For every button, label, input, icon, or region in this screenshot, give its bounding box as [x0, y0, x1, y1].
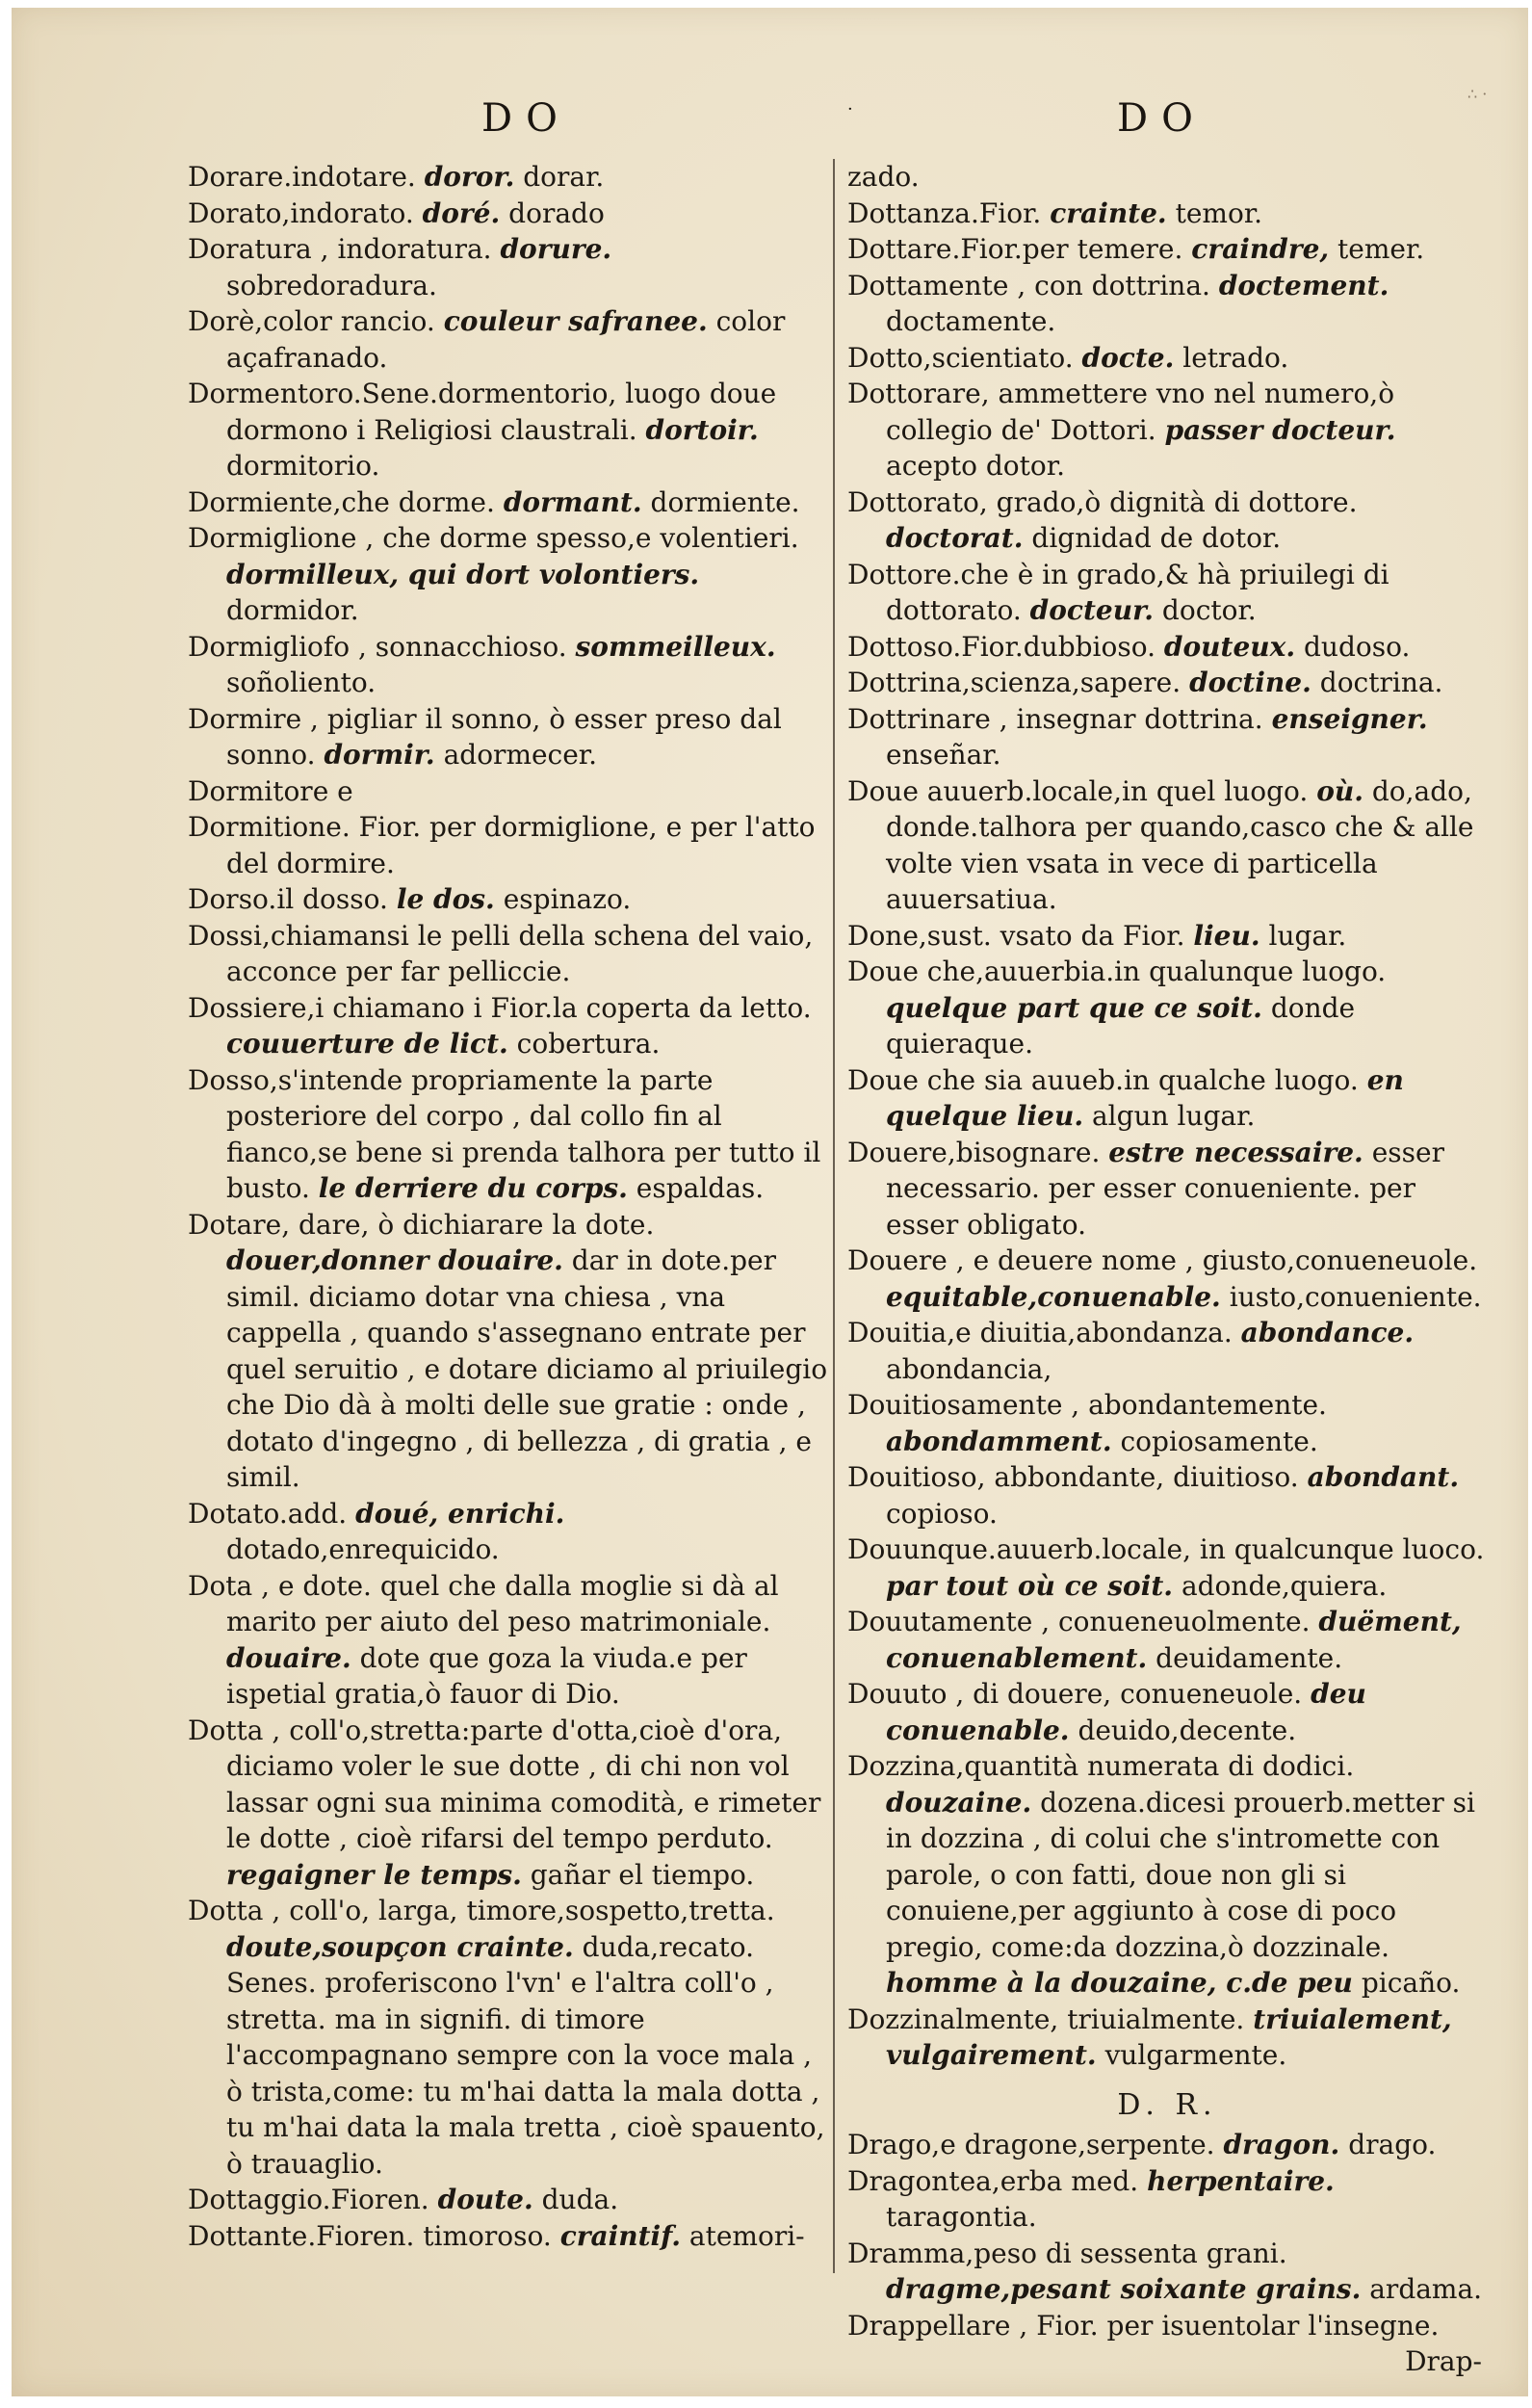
entry-spanish: lugar.	[1268, 919, 1347, 952]
dictionary-entry	[847, 918, 1488, 955]
entry-spanish: dotado,enrequicido.	[226, 1533, 500, 1565]
entry-spanish: adormecer.	[443, 739, 598, 771]
dictionary-entry	[847, 2163, 1488, 2236]
entry-italian: Dormiente,che dorme.	[188, 485, 495, 518]
dictionary-entry	[188, 1568, 828, 1713]
entry-french: abondance.	[1240, 1317, 1415, 1348]
dictionary-entry	[188, 990, 828, 1062]
entry-italian: Dottare.Fior.per temere.	[847, 233, 1183, 265]
dictionary-entry	[847, 701, 1488, 773]
entry-french: docte.	[1081, 341, 1175, 374]
entry-spanish: vulgarmente.	[1104, 2039, 1287, 2071]
dictionary-entry	[188, 1062, 828, 1207]
entry-spanish: duda.	[541, 2184, 619, 2215]
entry-italian: Douuto , di douere, conueneuole.	[847, 1678, 1303, 1710]
entry-french: dragme,pesant soixante grains.	[886, 2273, 1362, 2305]
entry-italian: Douere,bisognare.	[847, 1136, 1101, 1168]
entry-spanish: dar in dote.per simil. diciamo dotar vna chiesa , vna cappella , quando s'assegnano entrate per quel seruitio , e dotare diciamo al priuilegio che Dio dà à molti delle sue gratie : onde , dotato d'ingegno , di bellezza , di gratia , e simil.	[226, 1244, 828, 1493]
entry-italian: Dormire , pigliar il sonno, ò esser preso dal sonno.	[188, 702, 782, 771]
dictionary-entry	[847, 2308, 1488, 2344]
dictionary-entry	[188, 484, 828, 521]
dictionary-entry	[847, 2002, 1488, 2074]
entry-italian: Douutamente , conueneuolmente.	[847, 1606, 1311, 1637]
entry-italian: Dorè,color rancio.	[188, 305, 435, 337]
entry-italian: Dragontea,erba med.	[847, 2164, 1139, 2197]
entry-italian: Douunque.auuerb.locale, in qualcunque luoco.	[847, 1533, 1485, 1565]
dictionary-entry	[847, 1676, 1488, 1748]
entry-spanish: temer.	[1337, 233, 1425, 265]
entry-french: craintif.	[559, 2219, 681, 2252]
entry-spanish: esser necessario. per esser conueniente. per esser obligato.	[886, 1136, 1444, 1241]
entry-italian: Dramma,peso di sessenta grani.	[847, 2237, 1287, 2269]
entry-spanish: abondancia,	[886, 1352, 1052, 1385]
entry-spanish: cobertura.	[516, 1028, 661, 1060]
dictionary-entry	[188, 1713, 828, 1894]
entry-italian: Dorato,indorato.	[188, 196, 414, 229]
dictionary-entry	[188, 773, 828, 810]
entry-italian: Dossi,chiamansi le pelli della schena del vaio, acconce per far pelliccie.	[188, 919, 814, 987]
entry-spanish: dudoso.	[1304, 630, 1411, 663]
entry-french: dormir.	[324, 739, 435, 771]
entry-italian: Douere , e deuere nome , giusto,conueneuole.	[847, 1244, 1478, 1276]
entry-italian: Dotta , coll'o,stretta:parte d'otta,cioè d'ora, diciamo voler le sue dotte , di chi non vol lassar ogni sua minima comodità, e rimeter le dotte , cioè rifarsi del tempo perduto.	[188, 1714, 821, 1854]
entry-spanish: atemori-	[688, 2219, 805, 2252]
entry-spanish-2: picaño.	[1361, 1967, 1461, 1999]
dictionary-entry	[188, 1893, 828, 2182]
entry-french: triuialement, vulgairement.	[886, 2002, 1452, 2071]
right-column-entries-b	[847, 2127, 1488, 2343]
entry-italian: Douitia,e diuitia,abondanza.	[847, 1317, 1233, 1348]
dictionary-entry	[847, 1459, 1488, 1531]
entry-italian: Dottanza.Fior.	[847, 196, 1042, 229]
entry-spanish: dormitorio.	[226, 450, 380, 482]
entry-french: douer,donner douaire.	[226, 1244, 563, 1276]
entry-spanish: gañar el tiempo.	[530, 1858, 755, 1891]
entry-french: abondant.	[1307, 1461, 1460, 1493]
entry-french: en quelque lieu.	[886, 1063, 1404, 1132]
entry-italian: Dottrina,scienza,sapere.	[847, 667, 1181, 698]
entry-spanish: ardama.	[1369, 2273, 1483, 2305]
entry-spanish: letrado.	[1182, 341, 1289, 374]
entry-spanish: dignidad de dotor.	[1031, 522, 1282, 554]
entry-french: deu conuenable.	[886, 1678, 1366, 1746]
entry-french: doré.	[422, 196, 501, 229]
entry-french: doué, enrichi.	[355, 1497, 565, 1530]
entry-spanish: dorar.	[523, 161, 605, 193]
dictionary-entry	[188, 520, 828, 629]
entry-italian: Dotta , coll'o, larga, timore,sospetto,tretta.	[188, 1895, 775, 1926]
right-column-entries	[847, 159, 1488, 2074]
dictionary-entry	[847, 159, 1488, 196]
left-column	[188, 159, 828, 2254]
entry-spanish: enseñar.	[886, 739, 1001, 771]
dictionary-entry	[188, 159, 828, 196]
entry-french-2: homme à la douzaine, c.de peu	[886, 1967, 1353, 1999]
dictionary-entry	[847, 2127, 1488, 2163]
entry-french: doror.	[424, 161, 515, 193]
entry-italian: Dozzinalmente, triuialmente.	[847, 2002, 1245, 2035]
entry-french: couleur safranee.	[443, 305, 708, 337]
running-head-left: DO	[481, 96, 571, 141]
entry-french: doctorat.	[886, 522, 1024, 554]
entry-italian: Doue che sia auueb.in qualche luogo.	[847, 1063, 1359, 1096]
dictionary-entry	[847, 1604, 1488, 1676]
entry-spanish: taragontia.	[886, 2201, 1037, 2233]
entry-spanish: temor.	[1175, 196, 1263, 229]
entry-french: passer docteur.	[1164, 413, 1396, 446]
entry-italian: Doratura , indoratura.	[188, 233, 492, 265]
dictionary-entry	[847, 557, 1488, 629]
entry-french: dorure.	[500, 233, 612, 265]
entry-spanish: sobredoradura.	[226, 269, 437, 301]
dictionary-entry	[847, 629, 1488, 666]
entry-italian: Dorare.indotare.	[188, 161, 416, 193]
entry-french: dormant.	[503, 485, 642, 518]
entry-italian: Dormentoro.Sene.dormentorio, luogo doue dormono i Religiosi claustrali.	[188, 378, 777, 446]
dictionary-entry	[847, 268, 1488, 340]
dictionary-entry	[847, 2236, 1488, 2308]
entry-french: doute.	[437, 2184, 533, 2215]
entry-italian: Dottante.Fioren. timoroso.	[188, 2219, 552, 2252]
entry-french: douaire.	[226, 1641, 351, 1674]
right-column	[847, 159, 1488, 2380]
entry-french: duëment, conuenablement.	[886, 1606, 1462, 1674]
entry-italian: Doue auuerb.locale,in quel luogo.	[847, 774, 1309, 807]
dictionary-entry	[847, 196, 1488, 232]
entry-french: abondamment.	[886, 1425, 1112, 1457]
dictionary-entry	[847, 376, 1488, 484]
entry-italian: Dottore.che è in grado,& hà priuilegi di dottorato.	[847, 558, 1389, 626]
entry-spanish: deuido,decente.	[1078, 1714, 1297, 1746]
entry-italian: Dotare, dare, ò dichiarare la dote.	[188, 1208, 655, 1241]
entry-french: herpentaire.	[1147, 2164, 1335, 2197]
entry-spanish: dorado	[508, 196, 605, 229]
entry-spanish: donde quieraque.	[886, 991, 1356, 1060]
entry-french: doctine.	[1189, 667, 1311, 698]
entry-french: estre necessaire.	[1108, 1136, 1363, 1168]
entry-french: où.	[1316, 774, 1363, 807]
dictionary-entry	[188, 2182, 828, 2218]
entry-spanish: soñoliento.	[226, 667, 377, 698]
entry-spanish: doctamente.	[886, 305, 1056, 337]
entry-french: quelque part que ce soit.	[886, 991, 1262, 1024]
entry-italian: Dormitione. Fior. per dormiglione, e per l'atto del dormire.	[188, 811, 816, 879]
entry-italian: zado.	[847, 161, 920, 193]
entry-italian: Done,sust. vsato da Fior.	[847, 919, 1185, 952]
entry-french: equitable,conuenable.	[886, 1280, 1221, 1313]
entry-french: regaigner le temps.	[226, 1858, 522, 1891]
entry-italian: Dossiere,i chiamano i Fior.la coperta da letto.	[188, 991, 812, 1024]
dictionary-entry	[847, 1531, 1488, 1604]
dictionary-entry	[188, 629, 828, 701]
entry-french: douteux.	[1163, 630, 1296, 663]
entry-italian: Dormigliofo , sonnacchioso.	[188, 630, 567, 663]
entry-italian: Douitiosamente , abondantemente.	[847, 1389, 1327, 1421]
entry-spanish: dormidor.	[226, 594, 359, 626]
entry-spanish: doctor.	[1161, 594, 1257, 626]
entry-spanish: drago.	[1348, 2129, 1437, 2160]
dictionary-entry	[188, 1496, 828, 1568]
entry-spanish: espaldas.	[636, 1172, 765, 1204]
catchword: Drap-	[1405, 2345, 1482, 2377]
entry-italian: Dottaggio.Fioren.	[188, 2184, 429, 2215]
entry-italian: Dottrinare , insegnar dottrina.	[847, 702, 1263, 735]
entry-italian: Doue che,auuerbia.in qualunque luogo.	[847, 955, 1387, 987]
dictionary-entry	[188, 303, 828, 376]
dictionary-entry	[188, 2218, 828, 2255]
dictionary-entry	[188, 376, 828, 484]
dictionary-entry	[188, 918, 828, 990]
running-head-right: DO	[1117, 96, 1207, 141]
entry-italian: Dorso.il dosso.	[188, 883, 388, 915]
entry-spanish: copiosamente.	[1120, 1425, 1318, 1457]
column-rule	[833, 159, 835, 2273]
entry-spanish: do,ado, donde.talhora per quando,casco che & alle volte vien vsata in vece di particella auuersatiua.	[886, 774, 1474, 915]
entry-spanish: acepto dotor.	[886, 450, 1065, 482]
entry-italian: Dottorare, ammettere vno nel numero,ò collegio de' Dottori.	[847, 378, 1395, 446]
entry-spanish: color açafranado.	[226, 305, 786, 374]
entry-french: dragon.	[1223, 2129, 1340, 2160]
entry-italian: Drappellare , Fior. per isuentolar l'insegne.	[847, 2309, 1440, 2342]
dictionary-entry	[188, 1207, 828, 1496]
entry-italian: Dottorato, grado,ò dignità di dottore.	[847, 485, 1358, 518]
dictionary-entry	[188, 196, 828, 232]
entry-spanish: dozena.dicesi prouerb.metter si in dozzina , di colui che s'intromette con parole, o con fatti, doue non gli si conuiene,per aggiunto à cose di poco pregio, come:da dozzina,ò dozzinale.	[886, 1786, 1475, 1963]
dictionary-entry	[847, 484, 1488, 557]
entry-italian: Dotto,scientiato.	[847, 341, 1074, 374]
entry-italian: Dottoso.Fior.dubbioso.	[847, 630, 1156, 663]
dictionary-entry	[847, 1387, 1488, 1459]
entry-french: dortoir.	[645, 413, 759, 446]
entry-french: par tout où ce soit.	[886, 1569, 1174, 1602]
entry-french: craindre,	[1191, 233, 1330, 265]
entry-italian: Dota , e dote. quel che dalla moglie si dà al marito per aiuto del peso matrimoniale.	[188, 1569, 779, 1637]
entry-french: le dos.	[396, 883, 495, 915]
section-heading: D. R.	[1117, 2087, 1218, 2122]
entry-french: couuerture de lict.	[226, 1028, 508, 1060]
entry-french: douzaine.	[886, 1786, 1032, 1819]
entry-spanish: algun lugar.	[1091, 1100, 1256, 1132]
entry-french: crainte.	[1050, 196, 1167, 229]
entry-french: doute,soupçon crainte.	[226, 1930, 574, 1963]
entry-spanish: deuidamente.	[1155, 1641, 1343, 1674]
entry-french: sommeilleux.	[575, 630, 776, 663]
entry-spanish: iusto,conueniente.	[1229, 1280, 1482, 1313]
dictionary-entry	[847, 340, 1488, 377]
dictionary-entry	[847, 773, 1488, 918]
entry-french: lieu.	[1193, 919, 1260, 952]
entry-italian: Dozzina,quantità numerata di dodici.	[847, 1750, 1355, 1782]
dictionary-entry	[188, 809, 828, 881]
margin-marks: ∴ ·	[1467, 85, 1488, 103]
entry-french: le derriere du corps.	[318, 1172, 628, 1204]
entry-french: docteur.	[1029, 594, 1154, 626]
entry-spanish: doctrina.	[1319, 667, 1443, 698]
dictionary-entry	[188, 881, 828, 918]
dictionary-entry	[188, 701, 828, 773]
entry-spanish: adonde,quiera.	[1181, 1569, 1388, 1602]
entry-italian: Drago,e dragone,serpente.	[847, 2129, 1215, 2160]
dictionary-entry	[847, 954, 1488, 1062]
dictionary-entry	[847, 231, 1488, 268]
entry-french: doctement.	[1218, 269, 1389, 301]
dictionary-entry	[847, 1062, 1488, 1135]
entry-spanish: duda,recato. Senes. proferiscono l'vn' e l'altra coll'o , stretta. ma in signifi. di timore l'accompagnano sempre con la voce mala , ò trista,come: tu m'hai datta la mala dotta , tu m'hai data la mala tretta , cioè spauento, ò trauaglio.	[226, 1930, 825, 2180]
entry-spanish: espinazo.	[503, 883, 632, 915]
dictionary-entry	[847, 1748, 1488, 2002]
entry-spanish: dormiente.	[650, 485, 800, 518]
entry-spanish: copioso.	[886, 1497, 998, 1530]
dictionary-entry	[847, 1243, 1488, 1315]
entry-spanish: dote que goza la viuda.e per ispetial gratia,ò fauor di Dio.	[226, 1641, 747, 1710]
ornament-dot: ·	[847, 99, 853, 119]
dictionary-entry	[188, 231, 828, 303]
dictionary-entry	[847, 1135, 1488, 1243]
entry-french: dormilleux, qui dort volontiers.	[226, 558, 700, 590]
entry-italian: Dottamente , con dottrina.	[847, 269, 1210, 301]
entry-italian: Dotato.add.	[188, 1497, 348, 1530]
entry-french: enseigner.	[1271, 702, 1428, 735]
dictionary-entry	[847, 665, 1488, 701]
dictionary-entry	[847, 1315, 1488, 1387]
entry-italian: Dormiglione , che dorme spesso,e volentieri.	[188, 522, 799, 554]
entry-italian: Dormitore e	[188, 774, 353, 807]
entry-italian: Douitioso, abbondante, diuitioso.	[847, 1461, 1299, 1493]
entry-italian: Dosso,s'intende propriamente la parte posteriore del corpo , dal collo fin al fianco,se bene si prenda talhora per tutto il busto.	[188, 1063, 821, 1204]
